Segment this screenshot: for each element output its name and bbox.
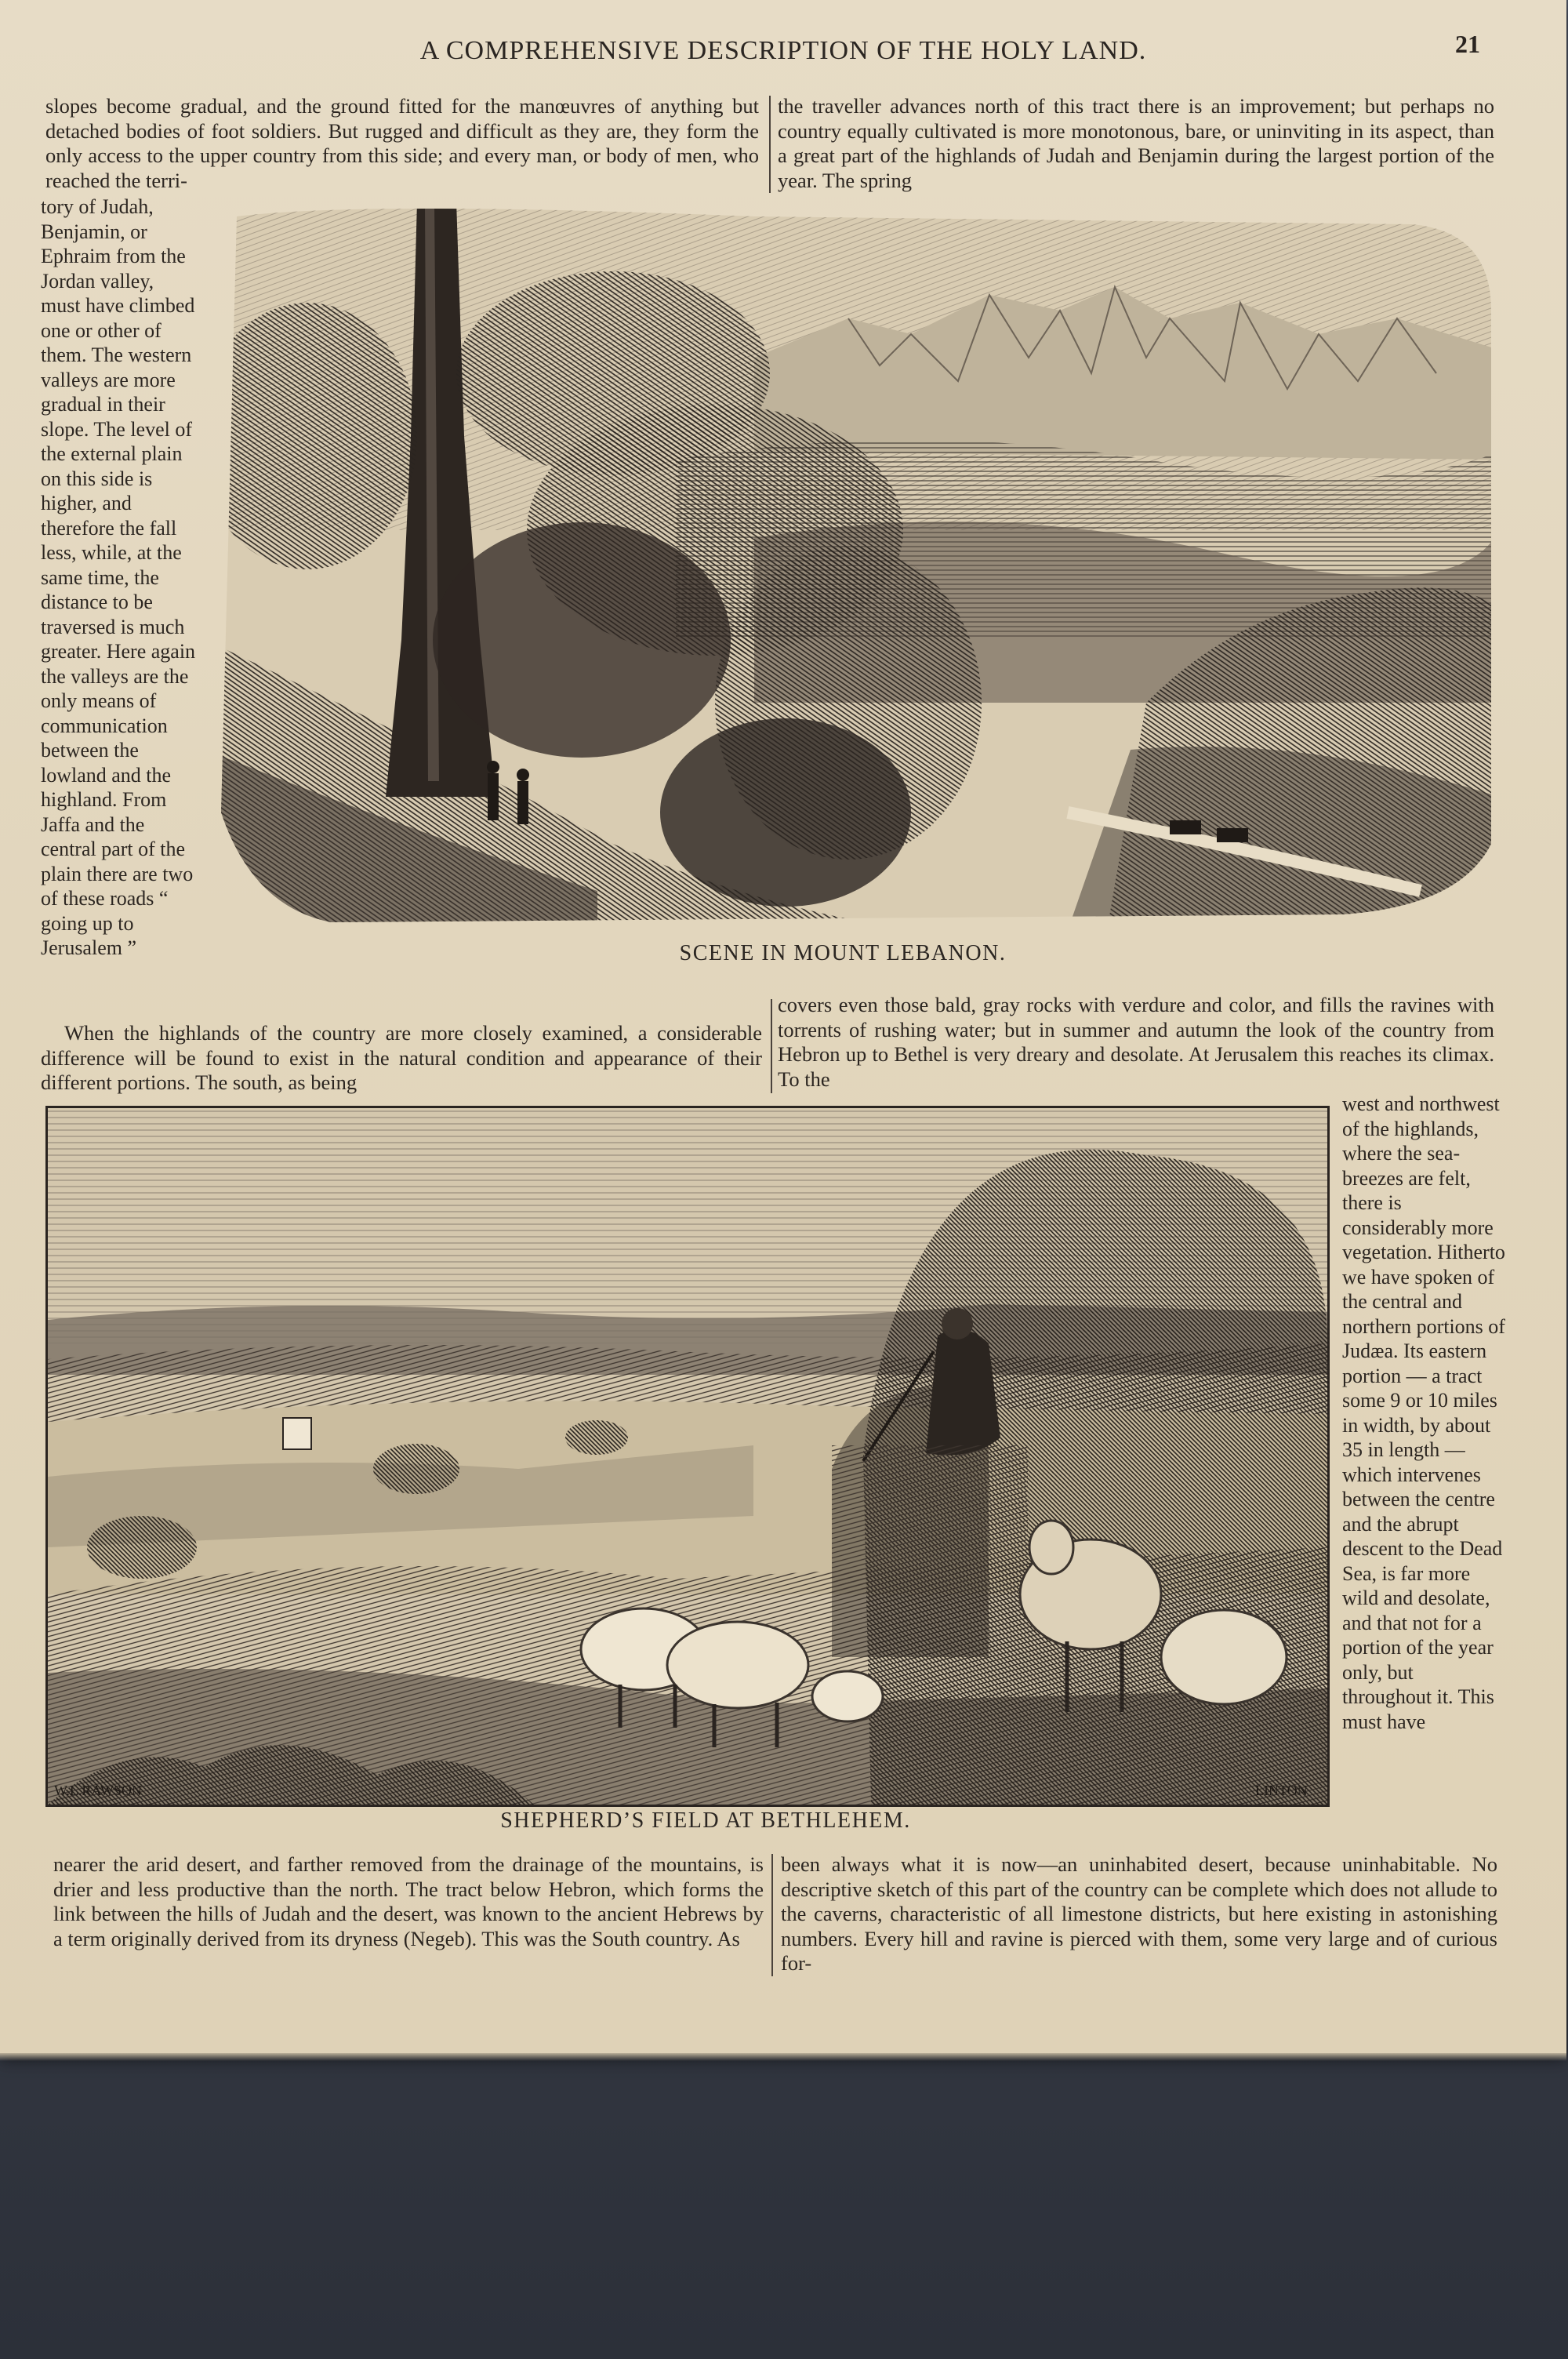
column-rule-bottom [771,1854,773,1976]
text-bottom-left: nearer the arid desert, and farther removed from the drainage of the mountains, is drier and less productive than the north. The tract below Hebron, which forms the link between the hills of Judah and the desert, was known to the ancient Hebrews by a term originally derived from its dryness (Negeb). This was the South country. As [53,1852,764,1950]
engraver-signature-right: LINTON [1255,1783,1308,1798]
shepherds-field-engraving [45,1106,1330,1807]
text-top-left: slopes become gradual, and the ground fitted for the manœuvres of anything but detached bodies of foot soldiers. But rugged and difficult as they are, they form the only access to the upper country from this side; and every man, or body of men, who reached the terri- [45,94,759,192]
text-mid-left: When the highlands of the country are more closely examined, a considerable difference will be found to exist in the natural condition and appearance of their different portions. The south, as being [41,1021,762,1094]
text-mid-right: covers even those bald, gray rocks with verdure and color, and fills the ravines with torrents of rushing water; but in summer and autumn the look of the country from Hebron up to Bethel is very dreary and desolate. At Jerusalem this reaches its climax. To the [778,993,1494,1091]
mount-lebanon-engraving [205,201,1499,930]
column-rule-top [769,96,771,193]
caption-mount-lebanon: SCENE IN MOUNT LEBANON. [679,941,1007,965]
text-bottom-right: been always what it is now—an uninhabited desert, because uninhabitable. No descriptive sketch of this part of the country can be complete which does not allude to the caverns, characteristic of all limestone districts, but here existing in astonishing numbers. Every hill and ravine is pierced with them, some very large and of curious for- [781,1852,1497,1975]
page-bottom-edge [0,2053,1566,2061]
text-right-column: west and northwest of the highlands, where the sea-breezes are felt, there is considerably more vegetation. Hitherto we have spoken of the central and northern portions of Judæa. Its eastern portion — a tract some 9 or 10 miles in width, by about 35 in length — which intervenes between the centre and the abrupt descent to the Dead Sea, is far more wild and desolate, and that not for a portion of the year only, but throughout it. This must have [1342,1092,1505,1733]
text-top-right: the traveller advances north of this tract there is an improvement; but perhaps no country equally cultivated is more monotonous, bare, or uninviting in its aspect, than a great part of the highlands of Judah and Benjamin during the largest portion of the year. The spring [778,94,1494,192]
text-left-column: tory of Judah, Benjamin, or Ephraim from the Jordan valley, must have climbed one or other of them. The western valleys are more gradual in their slope. The level of the external plain on this side is higher, and therefore the fall less, while, at the same time, the distance to be traversed is much greater. Here again the valleys are the only means of communication between the lowland and the highland. From Jaffa and the central part of the plain there are two of these roads “ going up to Jerusalem ” [41,195,196,959]
page-number: 21 [1455,30,1480,58]
engraver-signature-left: W.L.RAWSON [54,1783,142,1798]
caption-shepherds-field: SHEPHERD’S FIELD AT BETHLEHEM. [500,1808,911,1833]
mount-lebanon-illustration [205,201,1499,930]
column-rule-middle [771,999,772,1093]
running-head: A COMPREHENSIVE DESCRIPTION OF THE HOLY LAND. [419,36,1147,65]
shepherds-field-illustration [48,1108,1327,1805]
